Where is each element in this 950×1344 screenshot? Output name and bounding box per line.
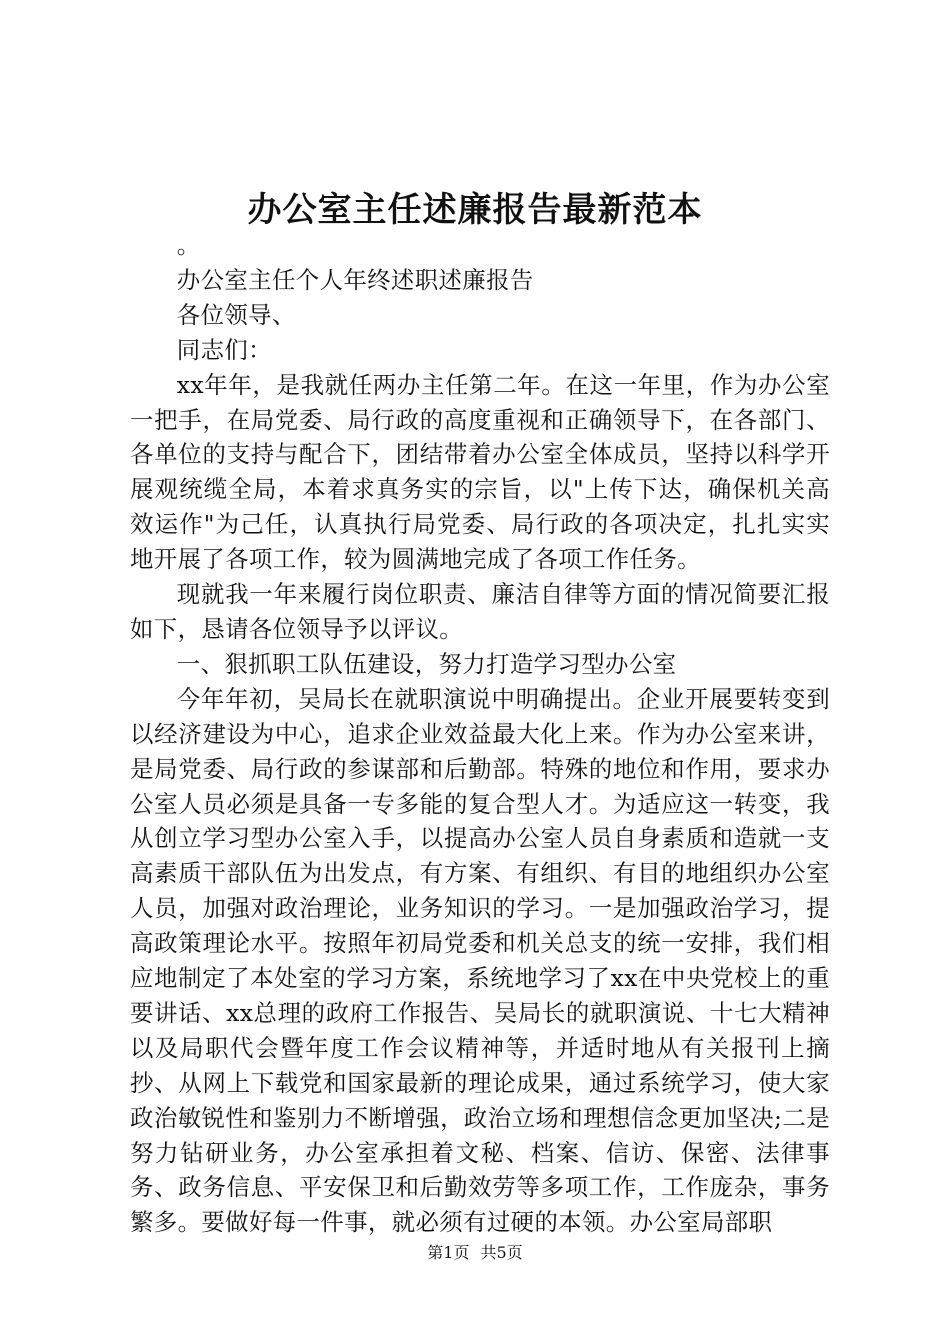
paragraph-section-one-body: 今年年初，吴局长在就职演说中明确提出。企业开展要转变到以经济建设为中心，追求企业效益最大化上来。作为办公室来讲，是局党委、局行政的参谋部和后勤部。特殊的地位和作用，要求办公室人员必须是具备一专多能的复合型人才。为适应这一转变，我从创立学习型办公室入手，以提高办公室人员自身素质和造就一支高素质干部队伍为出发点，有方案、有组织、有目的地组织办公室人员，加强对政治理论，业务知识的学习。一是加强政治学习，提高政策理论水平。按照年初局党委和机关总支的统一安排，我们相应地制定了本处室的学习方案，系统地学习了xx在中央党校上的重要讲话、xx总理的政府工作报告、吴局长的就职演说、十七大精神以及局职代会暨年度工作会议精神等，并适时地从有关报刊上摘抄、从网上下载党和国家最新的理论成果，通过系统学习，使大家政治敏锐性和鉴别力不断增强，政治立场和理想信念更加坚决;二是努力钻研业务，办公室承担着文秘、档案、信访、保密、法律事务、政务信息、平安保卫和后勤效劳等多项工作，工作庞杂，事务繁多。要做好每一件事，就必须有过硬的本领。办公室局部职 bbox=[130, 684, 830, 1237]
document-title: 办公室主任述廉报告最新范本 bbox=[247, 190, 703, 230]
page-total: 共5页 bbox=[480, 1243, 523, 1262]
section-heading-one: 一、狠抓职工队伍建设，努力打造学习型办公室 bbox=[176, 649, 677, 678]
page-number: 第1页 bbox=[427, 1243, 470, 1262]
paragraph-intro: xx年年，是我就任两办主任第二年。在这一年里，作为办公室一把手，在局党委、局行政的高度重视和正确领导下，在各部门、各单位的支持与配合下，团结带着办公室全体成员，坚持以科学开展观统缆全局，本着求真务实的宗旨，以"上传下达，确保机关高效运作"为己任，认真执行局党委、局行政的各项决定，扎扎实实地开展了各项工作，较为圆满地完成了各项工作任务。 bbox=[130, 370, 830, 574]
paragraph-report-summary: 现就我一年来履行岗位职责、廉洁自律等方面的情况简要汇报如下，恳请各位领导予以评议。 bbox=[130, 580, 830, 643]
document-body bbox=[130, 228, 830, 1240]
paragraph-salutation-comrades: 同志们： bbox=[176, 335, 272, 364]
paragraph-period: 。 bbox=[176, 231, 201, 259]
page-footer bbox=[0, 1242, 950, 1264]
paragraph-salutation-leaders: 各位领导、 bbox=[176, 300, 296, 329]
paragraph-report-subtitle: 办公室主任个人年终述职述廉报告 bbox=[176, 265, 534, 294]
